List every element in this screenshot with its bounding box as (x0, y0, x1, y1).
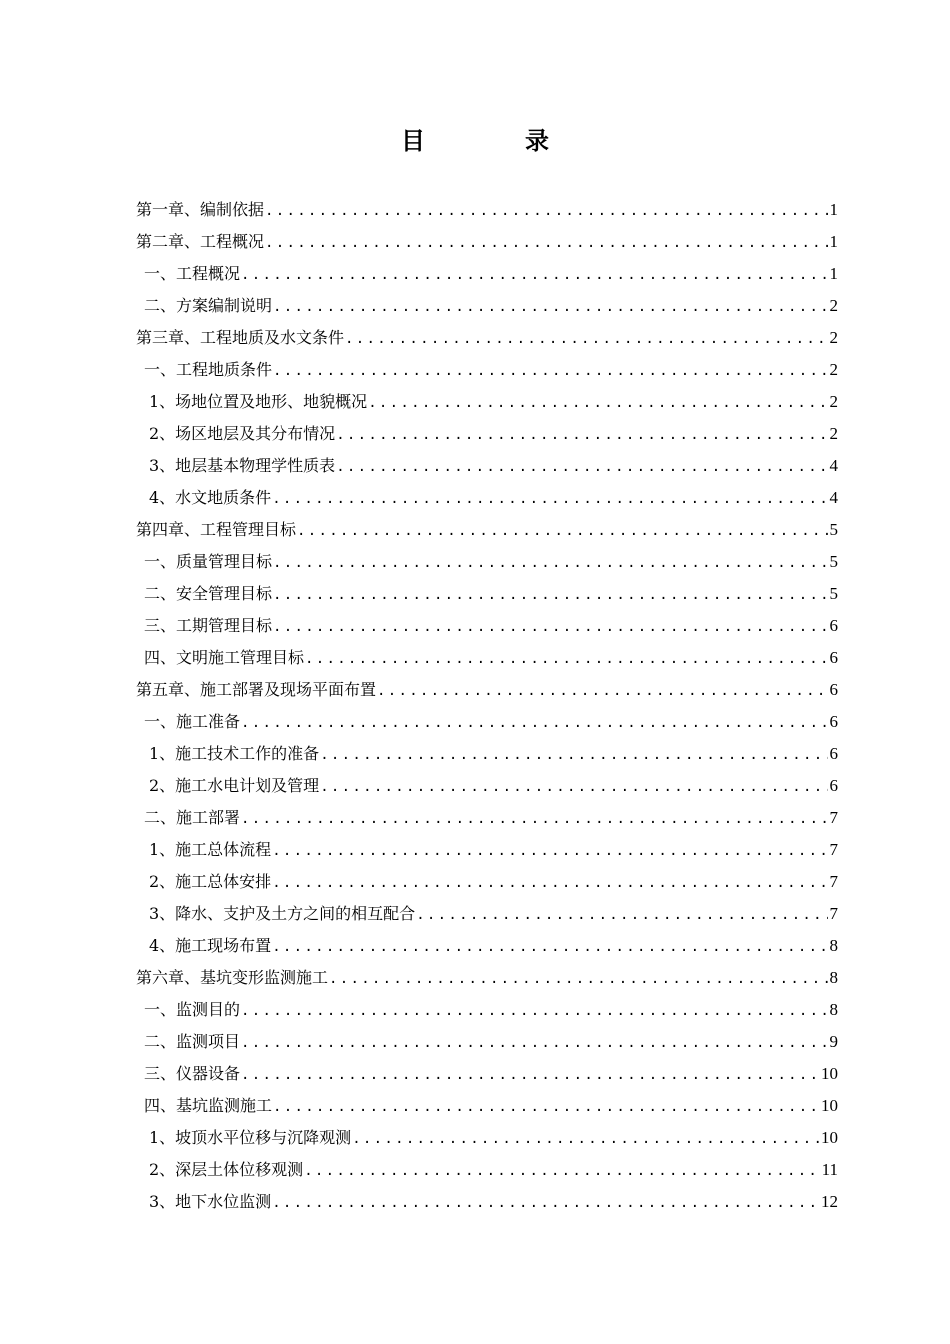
toc-entry[interactable] (136, 1090, 838, 1122)
toc-page-number: 7 (829, 840, 838, 859)
toc-dot-leader (368, 387, 827, 419)
toc-entry-label: 3、地层基本物理学性质表 (149, 456, 336, 475)
toc-page-number: 5 (829, 520, 838, 539)
toc-page-number: 5 (829, 584, 838, 603)
toc-entry-label: 1、施工技术工作的准备 (149, 744, 320, 763)
toc-dot-leader (305, 643, 827, 675)
toc-dot-leader (273, 1091, 819, 1123)
toc-dot-leader (272, 931, 827, 963)
toc-entry-label: 3、降水、支护及土方之间的相互配合 (149, 904, 416, 923)
toc-entry[interactable] (136, 738, 838, 770)
toc-page-number: 2 (829, 392, 838, 411)
toc-entry-label: 四、基坑监测施工 (144, 1096, 273, 1115)
toc-page-number: 8 (829, 1000, 838, 1019)
toc-dot-leader (345, 323, 827, 355)
toc-page-number: 10 (821, 1128, 838, 1147)
toc-entry[interactable] (136, 1154, 838, 1186)
toc-dot-leader (273, 291, 827, 323)
toc-page-number: 2 (829, 360, 838, 379)
toc-entry-label: 二、施工部署 (144, 808, 241, 827)
toc-entry[interactable] (136, 642, 838, 674)
toc-entry-label: 第三章、工程地质及水文条件 (136, 328, 345, 347)
toc-entry[interactable] (136, 290, 838, 322)
toc-entry-label: 1、场地位置及地形、地貌概况 (149, 392, 368, 411)
toc-page-number: 6 (829, 744, 838, 763)
toc-page-number: 12 (821, 1192, 838, 1211)
toc-page-number: 6 (829, 712, 838, 731)
toc-dot-leader (273, 355, 827, 387)
toc-entry[interactable] (136, 866, 838, 898)
toc-entry-label: 一、质量管理目标 (144, 552, 273, 571)
toc-entry[interactable] (136, 1122, 838, 1154)
toc-entry[interactable] (136, 354, 838, 386)
toc-entry[interactable] (136, 802, 838, 834)
toc-page-number: 5 (829, 552, 838, 571)
toc-entry-label: 2、施工总体安排 (149, 872, 272, 891)
toc-entry[interactable] (136, 578, 838, 610)
toc-dot-leader (320, 771, 827, 803)
toc-page-number: 2 (829, 424, 838, 443)
toc-entry[interactable] (136, 1026, 838, 1058)
toc-dot-leader (272, 483, 827, 515)
toc-page-number: 6 (829, 648, 838, 667)
toc-entry-label: 1、施工总体流程 (149, 840, 272, 859)
toc-entry[interactable] (136, 450, 838, 482)
toc-page-number: 6 (829, 776, 838, 795)
toc-entry-label: 2、深层土体位移观测 (149, 1160, 304, 1179)
toc-page-number: 7 (829, 872, 838, 891)
toc-entry[interactable] (136, 386, 838, 418)
toc-entry-label: 一、工程地质条件 (144, 360, 273, 379)
page-title: 目 录 (401, 127, 587, 155)
toc-entry[interactable] (136, 834, 838, 866)
toc-dot-leader (272, 867, 827, 899)
toc-entry[interactable] (136, 1058, 838, 1090)
toc-page-number: 2 (829, 328, 838, 347)
toc-page-number: 1 (829, 264, 838, 283)
toc-page-number: 10 (821, 1064, 838, 1083)
toc-dot-leader (273, 547, 827, 579)
toc-page-number: 10 (821, 1096, 838, 1115)
toc-entry[interactable] (136, 546, 838, 578)
toc-page-number: 8 (829, 968, 838, 987)
toc-entry[interactable] (136, 1186, 838, 1218)
toc-entry-label: 二、安全管理目标 (144, 584, 273, 603)
toc-entry[interactable] (136, 482, 838, 514)
toc-entry[interactable] (136, 226, 838, 258)
toc-dot-leader (272, 1187, 819, 1219)
toc-entry[interactable] (136, 994, 838, 1026)
toc-entry-label: 一、施工准备 (144, 712, 241, 731)
toc-page-number: 4 (829, 488, 838, 507)
toc-entry[interactable] (136, 930, 838, 962)
toc-entry[interactable] (136, 706, 838, 738)
toc-entry-label: 4、水文地质条件 (149, 488, 272, 507)
toc-entry-label: 4、施工现场布置 (149, 936, 272, 955)
toc-entry[interactable] (136, 322, 838, 354)
toc-entry[interactable] (136, 418, 838, 450)
toc-entry-label: 一、监测目的 (144, 1000, 241, 1019)
toc-page-number: 8 (829, 936, 838, 955)
toc-page-number: 7 (829, 808, 838, 827)
toc-entry[interactable] (136, 898, 838, 930)
toc-page-number: 2 (829, 296, 838, 315)
toc-page-number: 6 (829, 680, 838, 699)
toc-entry-label: 二、监测项目 (144, 1032, 241, 1051)
toc-entry[interactable] (136, 610, 838, 642)
toc-dot-leader (241, 803, 827, 835)
toc-dot-leader (336, 451, 827, 483)
toc-entry[interactable] (136, 514, 838, 546)
toc-dot-leader (241, 259, 827, 291)
toc-entry-label: 第二章、工程概况 (136, 232, 265, 251)
toc-page-number: 6 (829, 616, 838, 635)
toc-dot-leader (336, 419, 827, 451)
toc-dot-leader (241, 1027, 827, 1059)
toc-page-number: 9 (829, 1032, 838, 1051)
toc-entry-label: 四、文明施工管理目标 (144, 648, 305, 667)
toc-entry[interactable] (136, 194, 838, 226)
toc-entry-label: 3、地下水位监测 (149, 1192, 272, 1211)
table-of-contents (136, 194, 838, 1218)
toc-entry[interactable] (136, 258, 838, 290)
toc-dot-leader (329, 963, 827, 995)
toc-dot-leader (272, 835, 827, 867)
toc-dot-leader (265, 195, 827, 227)
toc-dot-leader (352, 1123, 819, 1155)
toc-entry-label: 二、方案编制说明 (144, 296, 273, 315)
toc-entry-label: 第五章、施工部署及现场平面布置 (136, 680, 377, 699)
toc-dot-leader (377, 675, 827, 707)
toc-page-number: 11 (821, 1160, 838, 1179)
toc-dot-leader (304, 1155, 819, 1187)
toc-dot-leader (297, 515, 827, 547)
toc-page-number: 7 (829, 904, 838, 923)
toc-entry-label: 第四章、工程管理目标 (136, 520, 297, 539)
toc-entry[interactable] (136, 770, 838, 802)
toc-dot-leader (416, 899, 827, 931)
toc-entry-label: 2、场区地层及其分布情况 (149, 424, 336, 443)
toc-dot-leader (241, 707, 827, 739)
toc-dot-leader (320, 739, 827, 771)
toc-entry[interactable] (136, 962, 838, 994)
toc-entry[interactable] (136, 674, 838, 706)
toc-page-number: 1 (829, 200, 838, 219)
toc-entry-label: 第六章、基坑变形监测施工 (136, 968, 329, 987)
toc-dot-leader (241, 1059, 819, 1091)
toc-dot-leader (273, 611, 827, 643)
toc-dot-leader (273, 579, 827, 611)
toc-entry-label: 第一章、编制依据 (136, 200, 265, 219)
toc-dot-leader (241, 995, 827, 1027)
toc-page-number: 1 (829, 232, 838, 251)
toc-entry-label: 1、坡顶水平位移与沉降观测 (149, 1128, 352, 1147)
toc-entry-label: 一、工程概况 (144, 264, 241, 283)
toc-entry-label: 三、工期管理目标 (144, 616, 273, 635)
toc-entry-label: 三、仪器设备 (144, 1064, 241, 1083)
toc-dot-leader (265, 227, 827, 259)
toc-page-number: 4 (829, 456, 838, 475)
toc-entry-label: 2、施工水电计划及管理 (149, 776, 320, 795)
